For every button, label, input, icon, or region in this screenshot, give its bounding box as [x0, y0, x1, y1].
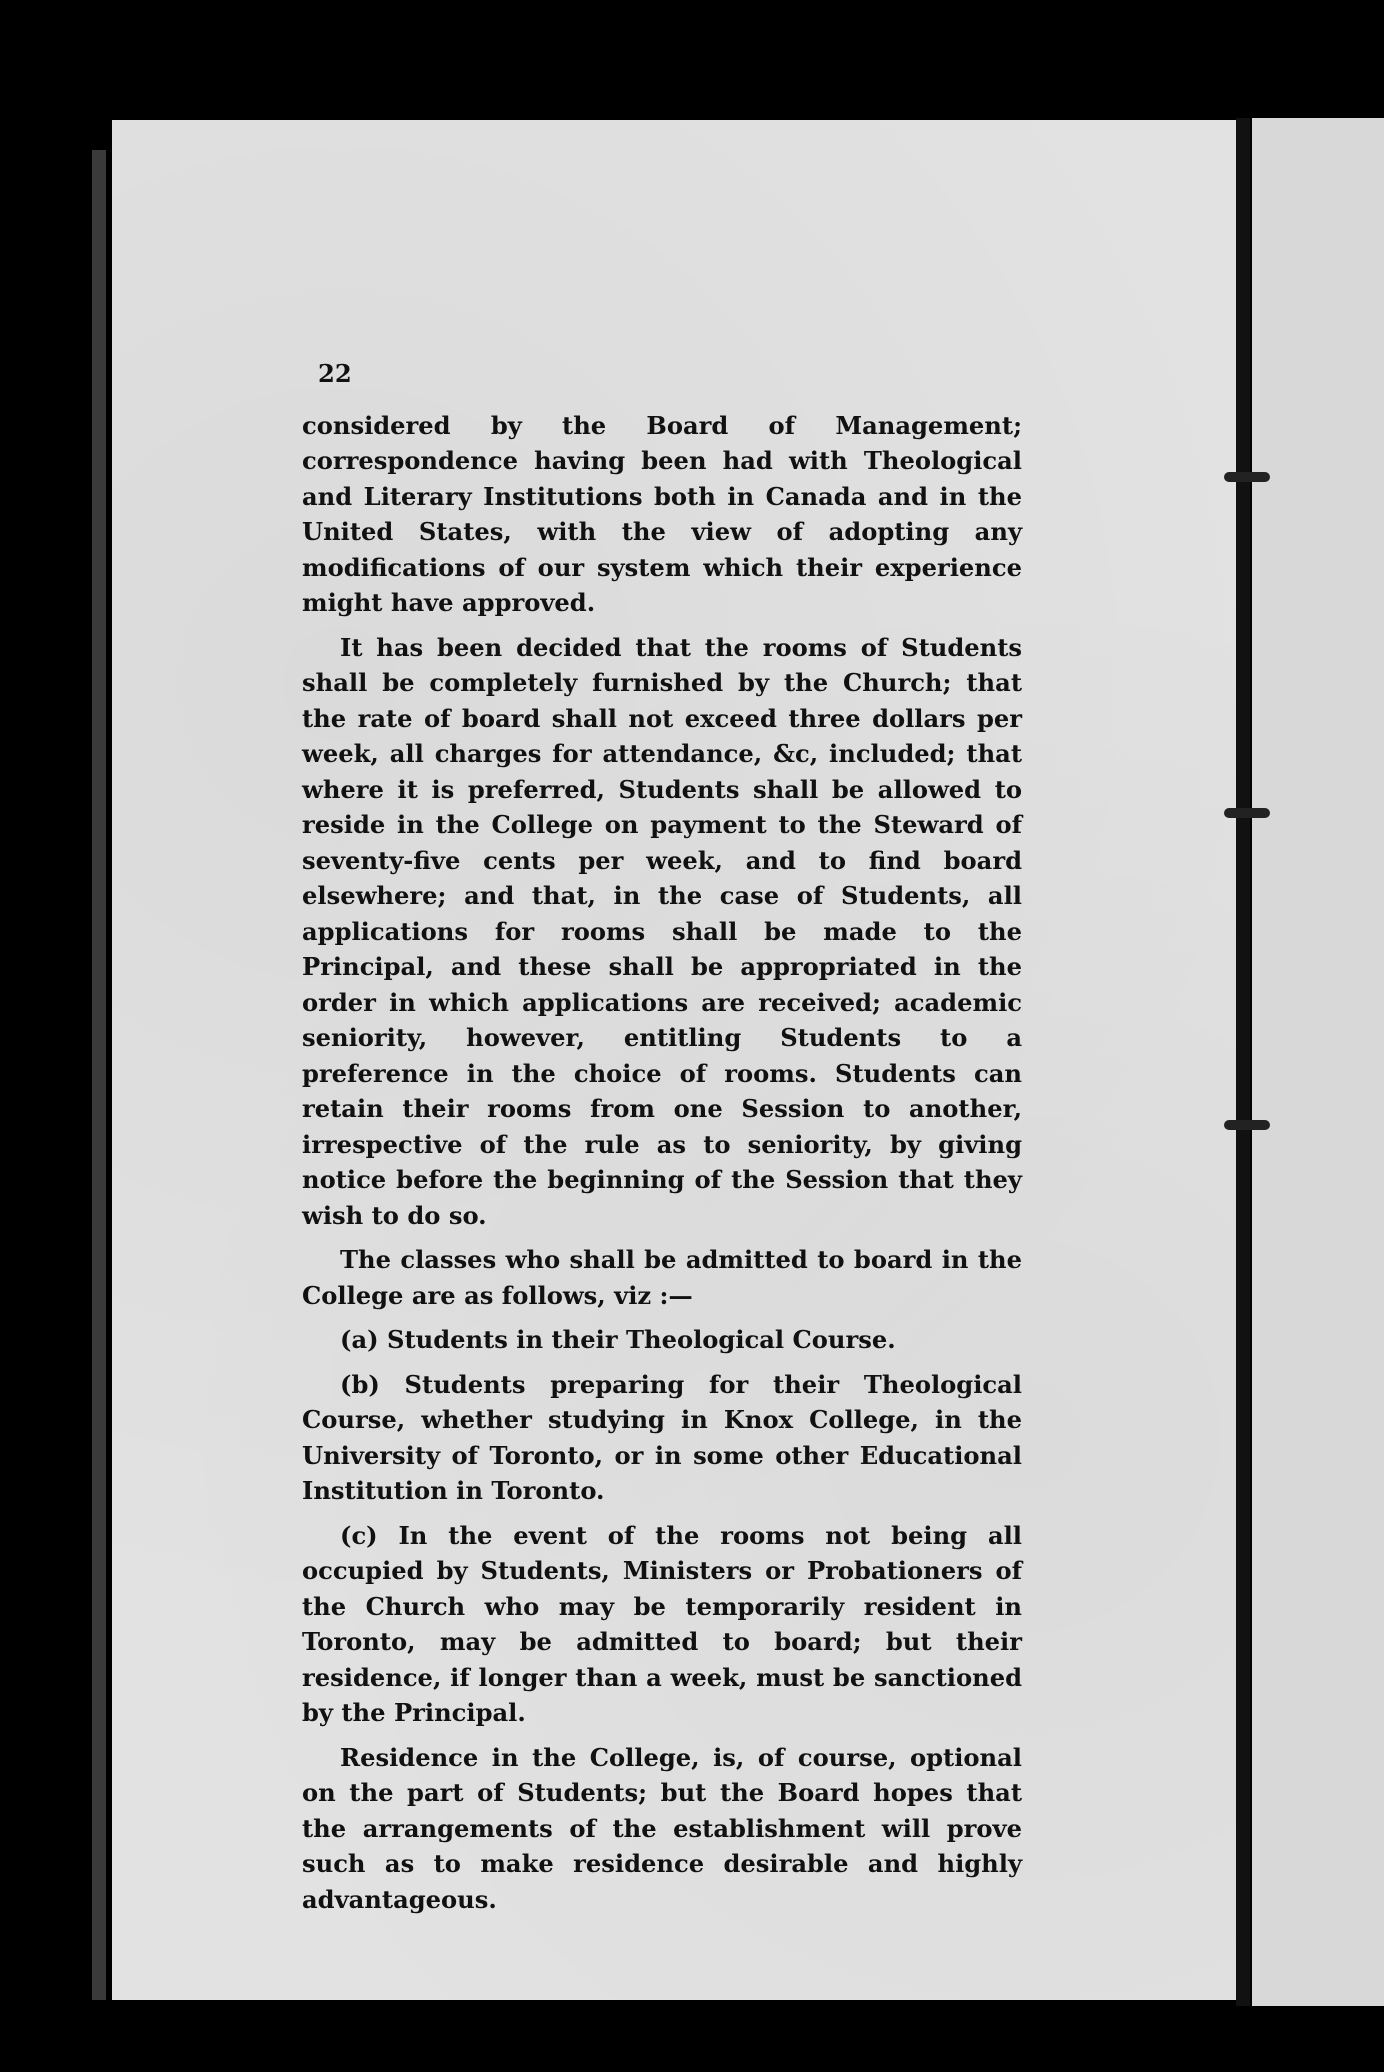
page-number: 22	[318, 359, 352, 388]
page-text	[302, 356, 1022, 1926]
binding-staple	[1224, 472, 1270, 482]
page-edge-left	[92, 150, 106, 2000]
list-item-c: (c) In the event of the rooms not being all occupied by Students, Ministers or Probationers of the Church who may be temporarily resident in Toronto, may be admitted to board; but their residence, if longer than a week, must be sanctioned by the Principal.	[302, 1520, 1022, 1727]
facing-page-edge	[1252, 118, 1384, 2006]
binding-staple	[1224, 808, 1270, 818]
paragraph-continued: considered by the Board of Management; correspondence having been had with Theological and Literary Institutions both in Canada and in the United States, with the view of adopting any modifications of our system which their experience might have approved.	[302, 410, 1022, 617]
list-item-b: (b) Students preparing for their Theological Course, whether studying in Knox College, in the University of Toronto, or in some other Educational Institution in Toronto.	[302, 1369, 1022, 1505]
binding-staple	[1224, 1120, 1270, 1130]
paragraph-residence: Residence in the College, is, of course, optional on the part of Students; but the Board hopes that the arrangements of the establishment will prove such as to make residence desirable and highly advantageous.	[302, 1742, 1022, 1914]
paragraph-rooms: It has been decided that the rooms of Students shall be completely furnished by the Church; that the rate of board shall not exceed three dollars per week, all charges for attendance, &c, included; that where it is preferred, Students shall be allowed to reside in the College on payment to the Steward of seventy-five cents per week, and to find board elsewhere; and that, in the case of Students, all applications for rooms shall be made to the Principal, and these shall be appropriated in the order in which applications are received; academic seniority, however, entitling Students to a preference in the choice of rooms. Students can retain their rooms from one Session to another, irrespective of the rule as to seniority, by giving notice before the beginning of the Session that they wish to do so.	[302, 632, 1022, 1230]
binding-fold	[1236, 118, 1250, 2006]
list-item-a: (a) Students in their Theological Course.	[340, 1325, 896, 1354]
paragraph-classes: The classes who shall be admitted to board in the College are as follows, viz :—	[302, 1245, 1022, 1310]
